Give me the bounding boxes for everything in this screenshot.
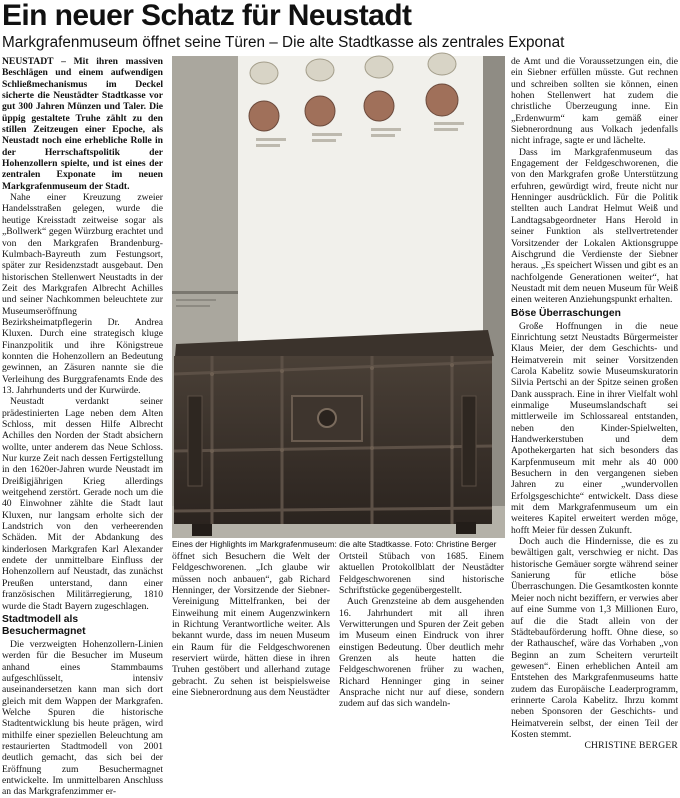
subheading: Böse Überraschungen	[511, 307, 621, 319]
subheading: Stadtmodell als Besuchermagnet	[2, 613, 86, 637]
body-paragraph: öffnet sich Besuchern die Welt der Feldgeschworenen. „Ich glaube wir müssen noch anbauen“, gab Richard Henninger, der Vorsitzende der Siebner-Vereinigung Mittelfranken, bei der Einweihung mit einem Augenzwinkern in Richtung Verantwortliche weiter. Als bekannt wurde, dass im neuen Museum ein Raum für die Feldgeschworenen reserviert würde, hätten diese in ihren Truhen gestöbert und allerhand zutage gebracht. Zu sehen ist beispielsweise eine Siebnerordnung aus dem Neustädter	[172, 551, 330, 699]
headline: Ein neuer Schatz für Neustadt	[2, 0, 412, 32]
photo-caption: Eines der Highlights im Markgrafenmuseum: die alte Stadtkasse. Foto: Christine Berger	[172, 539, 497, 549]
lead-text: – Mit ihren massiven Beschlägen und einem aufwendigen Schließmechanismus im Deckel sicherte die Neustädter Stadtkasse vor gut 300 Jahren Münzen und Taler. Die üppig gestaltete Truhe zählt zu den stillen Zeitzeugen einer Epoche, als Neustadt noch eine erhebliche Rolle in der Herrschaftspolitik der Hohenzollern spielte, und ist eines der zentralen Exponate im neuen Markgrafenmuseum der Stadt.	[2, 56, 163, 192]
article-photo	[172, 56, 505, 538]
body-paragraph: Dass im Markgrafenmuseum das Engagement der Feldgeschworenen, die von den Markgrafen große Unterstützung erfuhren, gewürdigt wird, freute nicht nur Henninger ausdrücklich. Für die Politik stellten auch Landrat Helmut Weiß und Landtagsabgeordneter Hans Herold in seiner Funktion als stellvertretender Vorsitzender der Lokalen Aktionsgruppe Aischgrund die Verdienste der Siebner heraus. „Es speichert Wissen und gibt es an nachfolgende Generationen weiter“, hat Neustadt mit dem neuen Museum für Weiß einen weiteren Anziehungspunkt erhalten.	[511, 146, 678, 306]
subheadline: Markgrafenmuseum öffnet seine Türen – Die alte Stadtkasse als zentrales Exponat	[2, 34, 565, 51]
body-paragraph: Doch auch die Hindernisse, die es zu bewältigen galt, verschwieg er nicht. Das historische Gemäuer sorgte während seiner Sanierung für etliche böse Überraschungen. Die Gesamtkosten konnte Meier noch nicht beziffern, er verwies aber auf eine Summe von 1,3 Millionen Euro, auf die die Stadt allein von der Städtebauförderung hofft. Ohne diese, so der Rathauschef, wäre das Vorhaben „von Beginn an zum Scheitern verurteilt gewesen“. Einen erheblichen Anteil am Entstehen des Markgrafenmuseums hatte zudem das Europäische Leaderprogramm, erinnerte Carola Kabelitz. Ihrzu kommt neben Sponsoren der Geschichts- und Heimatverein selbst, der einen Teil der Kosten stemmt.	[511, 536, 678, 740]
body-paragraph: Die verzweigten Hohenzollern-Linien werden für die Besucher im Museum anhand eines Stammbaums aufgeschlüsselt, intensiv auseinandersetzen kann man sich dort gleich mit dem Wappen der Markgrafen. Welche Spuren die historische Stadtentwicklung bis heute prägen, wird mithilfe einer speziellen Beleuchtung am restaurierten Stadtmodell von 2001 deutlich gemacht, das sich bei der Eröffnung zum Besuchermagnet entwickelte. Im unmittelbaren Anschluss an das Markgrafenzimmer er-	[2, 638, 163, 798]
lead-paragraph	[2, 56, 163, 192]
author-byline: CHRISTINE BERGER	[584, 740, 678, 752]
body-paragraph: Nahe einer Kreuzung zweier Handelsstraßen gelegen, wurde die heutige Kreisstadt zeitweise sogar als „Bollwerk“ gegen Würzburg erachtet und von den Markgrafen Brandenburg-Kulmbach-Bayreuth zum Festungsort, später zur Residenzstadt ausgebaut. Den historischen Stellenwert Neustadts in der Zeit des Markgrafen Albrecht Achilles und seiner Nachkommen beleuchtete zur Museumseröffnung Bezirksheimatpflegerin Dr. Andrea Kluxen. Durch eine strategisch kluge Finanzpolitik und ihre Königstreue konnten die Hohenzollern an Bedeutung gewinnen, an Zäsuren nannte sie die Verleihung des Burggrafenamts Ende des 13. Jahrhunderts und der Kurwürde.	[2, 192, 163, 396]
body-paragraph: Große Hoffnungen in die neue Einrichtung setzt Neustadts Bürgermeister Klaus Meier, der dem Geschichts- und Heimatverein mit seiner Vorsitzenden Carola Kabelitz sowie Museumskuratorin Silvia Pertschi an der Spitze seinen großen Dank aussprach. Eine in ihrer Vielfalt wohl einmalige Museumslandschaft sei mittlerweile im Schlossareal entstanden, neben den Kinder-Spielwelten, Handwerkerstuben und dem Apothekergarten hat sich besonders das Karpfenmuseum mit mehr als 40 000 Besuchern in den vergangenen sieben Jahren zu einer „wundervollen Erfolgsgeschichte“ entwickelt. Dass diese mit dem Markgrafenmuseum um ein weiteres Kapitel erweitert werden möge, hofft Meier für dessen Zukunft.	[511, 320, 678, 536]
column-2	[172, 551, 330, 699]
column-3	[339, 551, 504, 710]
body-paragraph: de Amt und die Voraussetzungen ein, die ein Siebner erfüllen müsste. Gut rechnen und schreiben sollten sie können, einen hohen Stellenwert hat zudem die christliche Überzeugung inne. Ein „Erdenwurm“ kam gemäß einer Siebnerordnung aus Volkach jedenfalls nicht infrage, sagte er und lächelte.	[511, 56, 678, 147]
column-1	[2, 56, 163, 798]
body-paragraph: Ortsteil Stübach von 1685. Einem aktuellen Protokollblatt der Neustädter Feldgeschworenen sind historische Schriftstücke gegenübergestellt.	[339, 551, 504, 597]
museum-chest-photo	[172, 56, 505, 538]
body-paragraph: Neustadt verdankt seiner prädestinierten Lage neben dem Alten Schloss, mit dessen Hilfe Albrecht Achilles den Norden der Stadt absichern wollte, unter anderem das Neue Schloss. Nur kurze Zeit nach dessen Fertigstellung in den 1620er-Jahren wurde Neustadt im Dreißigjährigen Krieg allerdings weitgehend zerstört. Gerade noch um die 40 Einwohner zählte die Stadt laut Kluxen, nur langsam erholte sich der Landstrich von den verheerenden Schäden. Mit der Abdankung des kinderlosen Markgrafen Karl Alexander endete der unmittelbare Einfluss der Hohenzollern auf Neustadt, das zunächst Preußen unterstand, dann einer französischen Militärregierung, 1810 wurde die Stadt Bayern zugeschlagen.	[2, 396, 163, 612]
body-paragraph: Auch Grenzsteine ab dem ausgehenden 16. Jahrhundert mit all ihren Verwitterungen und Spuren der Zeit geben im Museum einen Eindruck von ihrer einstigen Bedeutung. Über deutlich mehr Grenzen als heute hatten die Feldgeschworenen früher zu wachen, Richard Henninger ging in seiner Ansprache nicht nur auf diese, sondern zudem auf das sich wandeln-	[339, 596, 504, 710]
dateline: NEUSTADT	[2, 56, 54, 67]
column-4	[511, 56, 678, 752]
